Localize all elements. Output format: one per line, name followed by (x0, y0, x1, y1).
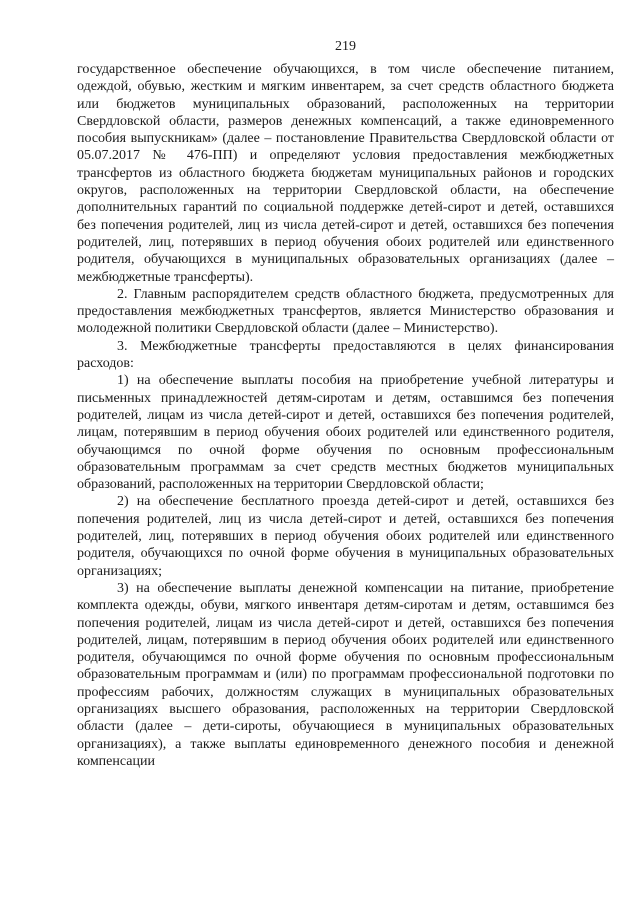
subparagraph-2: 2) на обеспечение бесплатного проезда детей-сирот и детей, оставшихся без попечения родителей, лиц из числа детей-сирот и детей, оставшихся без попечения родителей, лиц, потерявших в период обучения обоих родителей или единственного родителя, обучающихся по очной форме обучения в муниципальных образовательных организациях; (77, 494, 614, 579)
paragraph-item-2: 2. Главным распорядителем средств областного бюджета, предусмотренных для предоставления межбюджетных трансфертов, является Министерство образования и молодежной политики Свердловской области (далее – Министерство). (77, 286, 614, 337)
page-number: 219 (335, 39, 356, 54)
subparagraph-3: 3) на обеспечение выплаты денежной компенсации на питание, приобретение комплекта одежды, обуви, мягкого инвентаря детям-сиротам и детям, оставшимся без попечения родителей, лицам из числа детей-сирот и детей, оставшихся без попечения родителей, лицам, потерявшим в период обучения обоих родителей или единственного родителя, обучающимся по очной форме обучения по основным профессиональным образовательным программам и (или) по программам профессиональной подготовки по профессиям рабочих, должностям служащих в муниципальных образовательных организациях высшего образования, расположенных на территории Свердловской области (далее – дети-сироты, обучающиеся в муниципальных образовательных организациях), а также выплаты единовременного денежного пособия и денежной компенсации (77, 580, 614, 769)
subparagraph-1: 1) на обеспечение выплаты пособия на приобретение учебной литературы и письменных принадлежностей детям-сиротам и детям, оставшимся без попечения родителей, лицам из числа детей-сирот и детей, оставшихся без попечения родителей, лицам, потерявшим в период обучения обоих родителей или единственного родителя, обучающимся по очной форме обучения по основным профессиональным образовательным программам за счет средств местных бюджетов муниципальных образований, расположенных на территории Свердловской области; (77, 373, 614, 493)
paragraph-continuation: государственное обеспечение обучающихся, в том числе обеспечение питанием, одеждой, обувью, жестким и мягким инвентарем, за счет средств областного бюджета или бюджетов муниципальных образований, расположенных на территории Свердловской области, размеров денежных компенсаций, а также единовременного пособия выпускникам» (далее – постановление Правительства Свердловской области от 05.07.2017 № 476-ПП) и определяют условия предоставления межбюджетных трансфертов из областного бюджета бюджетам муниципальных районов и городских округов, расположенных на территории Свердловской области, на обеспечение дополнительных гарантий по социальной поддержке детей-сирот и детей, оставшихся без попечения родителей, лиц из числа детей-сирот и детей, оставшихся без попечения родителей, лиц, потерявших в период обучения обоих родителей или единственного родителя, обучающихся в муниципальных образовательных организациях (далее – межбюджетные трансферты). (77, 62, 614, 285)
paragraph-item-3: 3. Межбюджетные трансферты предоставляются в целях финансирования расходов: (77, 338, 614, 372)
